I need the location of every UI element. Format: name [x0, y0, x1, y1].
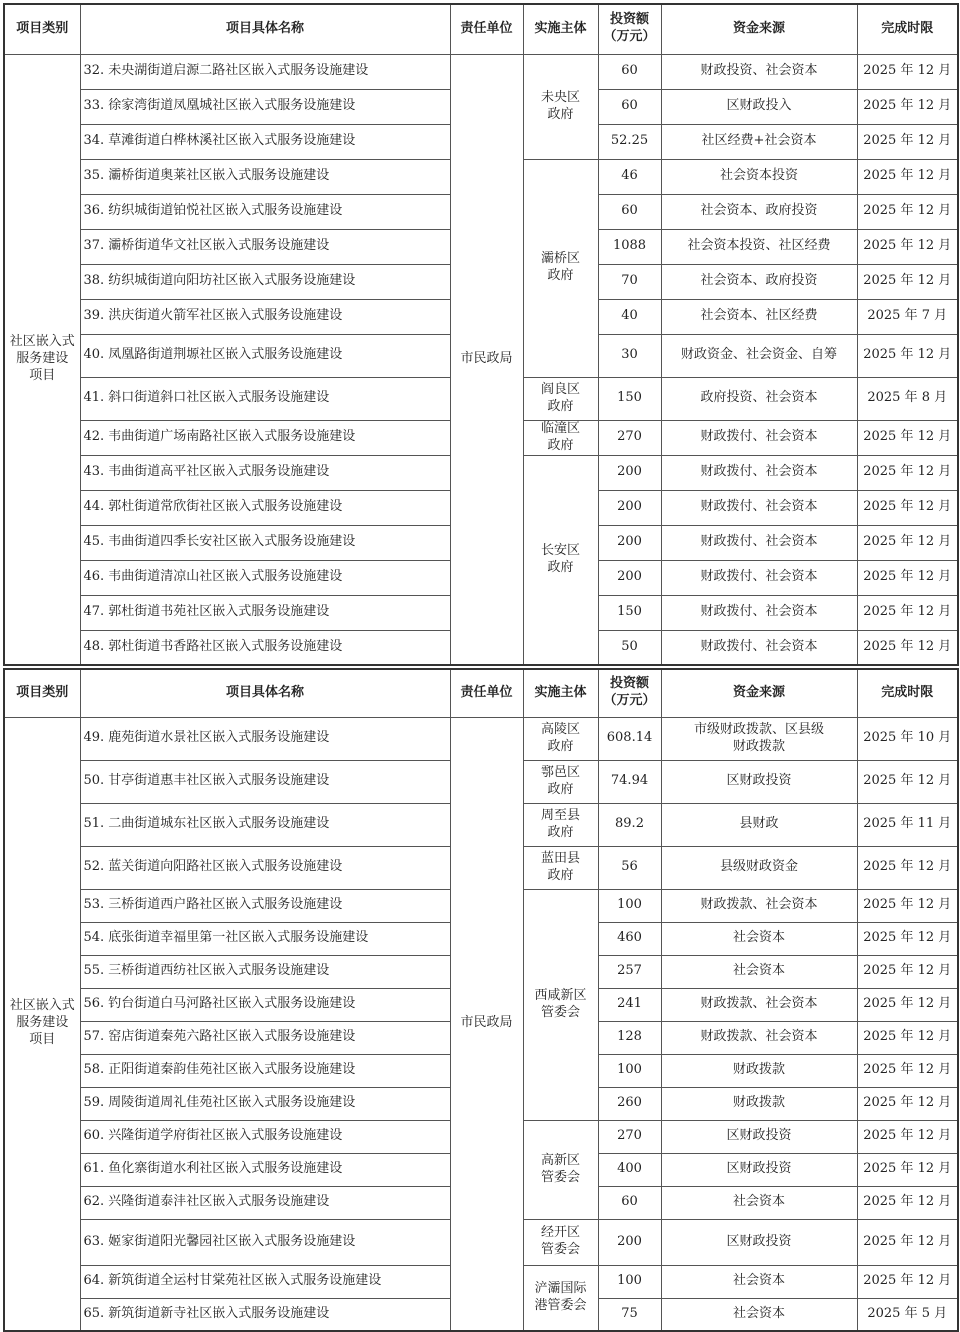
funding-source-cell: 社会资本 [661, 1265, 857, 1298]
project-name-cell: 46. 韦曲街道清凉山社区嵌入式服务设施建设 [80, 560, 450, 595]
project-name-cell: 61. 鱼化寨街道水利社区嵌入式服务设施建设 [80, 1153, 450, 1186]
project-table-part-2 [3, 668, 959, 1332]
funding-source-cell: 财政拨付、社会资本 [661, 490, 857, 525]
funding-source-cell: 社会资本、社区经费 [661, 299, 857, 334]
header-implementer: 实施主体 [523, 669, 598, 717]
deadline-cell: 2025 年 11 月 [857, 803, 958, 846]
header-category: 项目类别 [4, 4, 80, 54]
deadline-cell: 2025 年 7 月 [857, 299, 958, 334]
project-category-cell: 社区嵌入式 服务建设 项目 [4, 54, 80, 665]
funding-source-cell: 社会资本投资、社区经费 [661, 229, 857, 264]
deadline-cell: 2025 年 12 月 [857, 525, 958, 560]
deadline-cell: 2025 年 12 月 [857, 560, 958, 595]
implementer-cell: 经开区 管委会 [523, 1219, 598, 1265]
table-body-1 [4, 54, 958, 665]
project-name-cell: 32. 未央湖街道启源二路社区嵌入式服务设施建设 [80, 54, 450, 89]
implementer-cell: 高陵区 政府 [523, 717, 598, 760]
investment-amount-cell: 260 [598, 1087, 661, 1120]
investment-amount-cell: 60 [598, 1186, 661, 1219]
deadline-cell: 2025 年 12 月 [857, 988, 958, 1021]
deadline-cell: 2025 年 12 月 [857, 334, 958, 377]
deadline-cell: 2025 年 12 月 [857, 455, 958, 490]
investment-amount-cell: 60 [598, 89, 661, 124]
project-name-cell: 59. 周陵街道周礼佳苑社区嵌入式服务设施建设 [80, 1087, 450, 1120]
header-deadline: 完成时限 [857, 669, 958, 717]
header-amount: 投资额 （万元） [598, 4, 661, 54]
project-name-cell: 37. 灞桥街道华文社区嵌入式服务设施建设 [80, 229, 450, 264]
project-name-cell: 63. 姬家街道阳光馨园社区嵌入式服务设施建设 [80, 1219, 450, 1265]
funding-source-cell: 政府投资、社会资本 [661, 377, 857, 420]
funding-source-cell: 社区经费+社会资本 [661, 124, 857, 159]
funding-source-cell: 区财政投入 [661, 89, 857, 124]
header-category: 项目类别 [4, 669, 80, 717]
project-name-cell: 55. 三桥街道西纺社区嵌入式服务设施建设 [80, 955, 450, 988]
deadline-cell: 2025 年 12 月 [857, 264, 958, 299]
investment-amount-cell: 270 [598, 420, 661, 455]
investment-amount-cell: 128 [598, 1021, 661, 1054]
deadline-cell: 2025 年 12 月 [857, 1265, 958, 1298]
project-name-cell: 47. 郭杜街道书苑社区嵌入式服务设施建设 [80, 595, 450, 630]
investment-amount-cell: 89.2 [598, 803, 661, 846]
implementer-cell: 灞桥区 政府 [523, 159, 598, 377]
deadline-cell: 2025 年 12 月 [857, 1186, 958, 1219]
project-category-cell: 社区嵌入式 服务建设 项目 [4, 717, 80, 1331]
project-name-cell: 39. 洪庆街道火箭军社区嵌入式服务设施建设 [80, 299, 450, 334]
header-unit: 责任单位 [450, 4, 523, 54]
responsible-unit-cell: 市民政局 [450, 54, 523, 665]
investment-amount-cell: 100 [598, 1265, 661, 1298]
implementer-cell: 未央区 政府 [523, 54, 598, 159]
implementer-cell: 长安区 政府 [523, 455, 598, 665]
project-name-cell: 34. 草滩街道白桦林溪社区嵌入式服务设施建设 [80, 124, 450, 159]
investment-amount-cell: 50 [598, 630, 661, 665]
funding-source-cell: 社会资本 [661, 1186, 857, 1219]
deadline-cell: 2025 年 12 月 [857, 89, 958, 124]
deadline-cell: 2025 年 12 月 [857, 889, 958, 922]
funding-source-cell: 财政拨付、社会资本 [661, 560, 857, 595]
deadline-cell: 2025 年 12 月 [857, 124, 958, 159]
investment-amount-cell: 200 [598, 1219, 661, 1265]
project-name-cell: 42. 韦曲街道广场南路社区嵌入式服务设施建设 [80, 420, 450, 455]
funding-source-cell: 区财政投资 [661, 1120, 857, 1153]
project-name-cell: 33. 徐家湾街道凤凰城社区嵌入式服务设施建设 [80, 89, 450, 124]
project-name-cell: 56. 钓台街道白马河路社区嵌入式服务设施建设 [80, 988, 450, 1021]
funding-source-cell: 财政拨款、社会资本 [661, 889, 857, 922]
implementer-cell: 周至县 政府 [523, 803, 598, 846]
project-name-cell: 64. 新筑街道全运村甘棠苑社区嵌入式服务设施建设 [80, 1265, 450, 1298]
project-name-cell: 35. 灞桥街道奥莱社区嵌入式服务设施建设 [80, 159, 450, 194]
header-name: 项目具体名称 [80, 4, 450, 54]
header-unit: 责任单位 [450, 669, 523, 717]
investment-amount-cell: 200 [598, 525, 661, 560]
project-name-cell: 65. 新筑街道新寺社区嵌入式服务设施建设 [80, 1298, 450, 1331]
deadline-cell: 2025 年 12 月 [857, 1054, 958, 1087]
investment-amount-cell: 75 [598, 1298, 661, 1331]
funding-source-cell: 社会资本投资 [661, 159, 857, 194]
implementer-cell: 高新区 管委会 [523, 1120, 598, 1219]
project-name-cell: 49. 鹿苑街道水景社区嵌入式服务设施建设 [80, 717, 450, 760]
header-amount: 投资额 （万元） [598, 669, 661, 717]
header-source: 资金来源 [661, 4, 857, 54]
investment-amount-cell: 74.94 [598, 760, 661, 803]
header-row [4, 669, 958, 717]
deadline-cell: 2025 年 12 月 [857, 595, 958, 630]
header-source: 资金来源 [661, 669, 857, 717]
investment-amount-cell: 52.25 [598, 124, 661, 159]
deadline-cell: 2025 年 12 月 [857, 955, 958, 988]
funding-source-cell: 社会资本、政府投资 [661, 194, 857, 229]
deadline-cell: 2025 年 12 月 [857, 1219, 958, 1265]
investment-amount-cell: 257 [598, 955, 661, 988]
investment-amount-cell: 30 [598, 334, 661, 377]
funding-source-cell: 财政拨款、社会资本 [661, 1021, 857, 1054]
project-name-cell: 51. 二曲街道城东社区嵌入式服务设施建设 [80, 803, 450, 846]
project-name-cell: 54. 底张街道幸福里第一社区嵌入式服务设施建设 [80, 922, 450, 955]
deadline-cell: 2025 年 12 月 [857, 1087, 958, 1120]
project-name-cell: 62. 兴隆街道泰沣社区嵌入式服务设施建设 [80, 1186, 450, 1219]
investment-amount-cell: 200 [598, 560, 661, 595]
investment-amount-cell: 400 [598, 1153, 661, 1186]
investment-amount-cell: 100 [598, 1054, 661, 1087]
table-row [4, 54, 958, 89]
investment-amount-cell: 100 [598, 889, 661, 922]
funding-source-cell: 区财政投资 [661, 760, 857, 803]
deadline-cell: 2025 年 12 月 [857, 159, 958, 194]
project-name-cell: 41. 斜口街道斜口社区嵌入式服务设施建设 [80, 377, 450, 420]
implementer-cell: 西咸新区 管委会 [523, 889, 598, 1120]
deadline-cell: 2025 年 5 月 [857, 1298, 958, 1331]
project-name-cell: 48. 郭杜街道书香路社区嵌入式服务设施建设 [80, 630, 450, 665]
project-name-cell: 43. 韦曲街道高平社区嵌入式服务设施建设 [80, 455, 450, 490]
header-deadline: 完成时限 [857, 4, 958, 54]
project-name-cell: 44. 郭杜街道常欣街社区嵌入式服务设施建设 [80, 490, 450, 525]
investment-amount-cell: 200 [598, 455, 661, 490]
project-table-part-1 [3, 3, 959, 666]
investment-amount-cell: 70 [598, 264, 661, 299]
project-name-cell: 52. 蓝关街道向阳路社区嵌入式服务设施建设 [80, 846, 450, 889]
funding-source-cell: 财政拨付、社会资本 [661, 525, 857, 560]
deadline-cell: 2025 年 12 月 [857, 630, 958, 665]
deadline-cell: 2025 年 12 月 [857, 490, 958, 525]
deadline-cell: 2025 年 10 月 [857, 717, 958, 760]
deadline-cell: 2025 年 12 月 [857, 922, 958, 955]
header-name: 项目具体名称 [80, 669, 450, 717]
investment-amount-cell: 60 [598, 194, 661, 229]
project-name-cell: 38. 纺织城街道向阳坊社区嵌入式服务设施建设 [80, 264, 450, 299]
project-name-cell: 58. 正阳街道秦韵佳苑社区嵌入式服务设施建设 [80, 1054, 450, 1087]
deadline-cell: 2025 年 12 月 [857, 1153, 958, 1186]
funding-source-cell: 区财政投资 [661, 1153, 857, 1186]
header-row [4, 4, 958, 54]
funding-source-cell: 财政拨付、社会资本 [661, 630, 857, 665]
funding-source-cell: 财政拨款、社会资本 [661, 988, 857, 1021]
table-body-2 [4, 717, 958, 1331]
deadline-cell: 2025 年 12 月 [857, 846, 958, 889]
investment-amount-cell: 150 [598, 377, 661, 420]
deadline-cell: 2025 年 12 月 [857, 760, 958, 803]
funding-source-cell: 县财政 [661, 803, 857, 846]
funding-source-cell: 财政资金、社会资金、自筹 [661, 334, 857, 377]
deadline-cell: 2025 年 12 月 [857, 1120, 958, 1153]
deadline-cell: 2025 年 12 月 [857, 54, 958, 89]
investment-amount-cell: 608.14 [598, 717, 661, 760]
project-name-cell: 36. 纺织城街道铂悦社区嵌入式服务设施建设 [80, 194, 450, 229]
implementer-cell: 阎良区 政府 [523, 377, 598, 420]
implementer-cell: 蓝田县 政府 [523, 846, 598, 889]
funding-source-cell: 社会资本、政府投资 [661, 264, 857, 299]
implementer-cell: 临潼区 政府 [523, 420, 598, 455]
funding-source-cell: 财政拨款 [661, 1054, 857, 1087]
investment-amount-cell: 1088 [598, 229, 661, 264]
project-name-cell: 57. 窑店街道秦苑六路社区嵌入式服务设施建设 [80, 1021, 450, 1054]
investment-amount-cell: 460 [598, 922, 661, 955]
deadline-cell: 2025 年 12 月 [857, 1021, 958, 1054]
funding-source-cell: 社会资本 [661, 1298, 857, 1331]
table-row [4, 717, 958, 760]
deadline-cell: 2025 年 8 月 [857, 377, 958, 420]
investment-amount-cell: 270 [598, 1120, 661, 1153]
implementer-cell: 鄠邑区 政府 [523, 760, 598, 803]
investment-amount-cell: 200 [598, 490, 661, 525]
investment-amount-cell: 241 [598, 988, 661, 1021]
header-implementer: 实施主体 [523, 4, 598, 54]
responsible-unit-cell: 市民政局 [450, 717, 523, 1331]
project-name-cell: 53. 三桥街道西户路社区嵌入式服务设施建设 [80, 889, 450, 922]
implementer-cell: 浐灞国际 港管委会 [523, 1265, 598, 1331]
funding-source-cell: 市级财政拨款、区县级 财政拨款 [661, 717, 857, 760]
funding-source-cell: 社会资本 [661, 922, 857, 955]
funding-source-cell: 财政拨付、社会资本 [661, 420, 857, 455]
project-name-cell: 45. 韦曲街道四季长安社区嵌入式服务设施建设 [80, 525, 450, 560]
funding-source-cell: 财政拨付、社会资本 [661, 595, 857, 630]
funding-source-cell: 财政拨付、社会资本 [661, 455, 857, 490]
project-name-cell: 50. 甘亭街道惠丰社区嵌入式服务设施建设 [80, 760, 450, 803]
investment-amount-cell: 40 [598, 299, 661, 334]
deadline-cell: 2025 年 12 月 [857, 194, 958, 229]
funding-source-cell: 县级财政资金 [661, 846, 857, 889]
funding-source-cell: 社会资本 [661, 955, 857, 988]
project-name-cell: 40. 凤凰路街道荆塬社区嵌入式服务设施建设 [80, 334, 450, 377]
investment-amount-cell: 56 [598, 846, 661, 889]
funding-source-cell: 财政投资、社会资本 [661, 54, 857, 89]
investment-amount-cell: 150 [598, 595, 661, 630]
deadline-cell: 2025 年 12 月 [857, 420, 958, 455]
funding-source-cell: 财政拨款 [661, 1087, 857, 1120]
investment-amount-cell: 60 [598, 54, 661, 89]
funding-source-cell: 区财政投资 [661, 1219, 857, 1265]
project-name-cell: 60. 兴隆街道学府街社区嵌入式服务设施建设 [80, 1120, 450, 1153]
deadline-cell: 2025 年 12 月 [857, 229, 958, 264]
investment-amount-cell: 46 [598, 159, 661, 194]
